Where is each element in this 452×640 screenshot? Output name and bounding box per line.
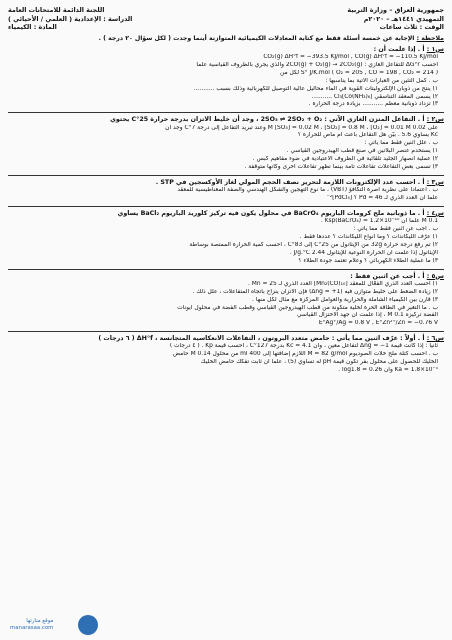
question-line: ١) يستخدم عنصر البلاتين في صنع قطب الهيدروجين القياسي . <box>286 148 438 155</box>
question-head-text: أ . احسب عدد الإلكترونات اللازمة لتحرير نصف الحجم المولي لغاز الأوكسجين في STP . <box>155 178 425 186</box>
question-line: احسب ΔG°r للتفاعل الغازي : 2CO(g) + O₂(g) → 2CO₂(g) والذي يجري بالظروف القياسية علماً <box>196 61 438 68</box>
question-line: ٢) زيادة الضغط على خليط متوازن فيه (Δng = +1) فإن الاتزان ينزاح باتجاه المتفاعلات ، علل ذلك . <box>192 288 438 295</box>
question-heading <box>8 210 444 218</box>
question-divider <box>8 112 444 113</box>
question-heading <box>8 46 444 54</box>
questions-list <box>8 46 444 375</box>
question-head-text: أ . أجب عن اثنين فقط : <box>350 272 425 280</box>
question-line: ١) احسب العدد الذري الفعّال للمعقد [Mn₂(CO)₁₀] العدد الذري لـ Mn = 25 . <box>248 280 438 287</box>
note-text: الإجابة عن خمسة أسئلة فقط مع كتابة المعادلات الكيميائية المتوازنة أينما وجدت ( لكل سؤال ٢٠ درجة ) . <box>98 34 415 42</box>
question-number: س٢ : <box>426 116 444 124</box>
note-tag: ملاحظة : <box>416 34 444 42</box>
question-line: E°Ag⁺/Ag = 0.8 V , E°Zn²⁺/Zn = −0.76 V <box>318 320 438 327</box>
question-line: ٣) تزداد ذوبانية معظم ........... بزيادة درجة الحرارة . <box>308 101 438 108</box>
header-subject: المادة : الكيمياء <box>8 23 57 32</box>
question-line: على 0.02 M [SO₃] = 0.02 M ، [SO₂] = 0.8 M ، [O₂] = 0.01 M وعند تبريد التفاعل إلى درجة 7°C وجد أن <box>165 124 438 131</box>
question-block <box>8 46 444 110</box>
question-block <box>8 116 444 172</box>
question-divider <box>8 269 444 270</box>
question-line: 0.1 M علماً أن Ksp(BaCrO₄) = 1.2×10⁻¹⁰ . <box>320 218 438 225</box>
question-line: ب . أجب عن اثنين فقط مما يأتي : <box>353 226 438 233</box>
question-line: ٣) ما عملية الطلاء الكهربائي ؟ وعلام تعتمد جودة الطلاء ؟ <box>298 257 438 264</box>
question-block <box>8 210 444 266</box>
question-line: ١) عرّف الليكاندات ؟ وما أنواع الليكاندات ؟ عددها فقط . <box>299 234 438 240</box>
question-divider <box>8 206 444 207</box>
question-number: س١ : <box>426 45 444 53</box>
question-line: علماً أن العدد الذري لـ Pd = 46 ؟ [PdCl₄]²⁻ <box>326 195 438 202</box>
question-head-text: أ . أولاً : عرّف اثنين مما يأتي : حامض متعدد البروتون ، التفاعلات الانعكاسية المتجانسة ، ΔH°f ( ٦ درجات ) <box>98 335 425 343</box>
question-block <box>8 273 444 329</box>
question-heading <box>8 116 444 124</box>
header-session: التمهيدي ١٤٤١هـ – ٢٠٢٠م <box>363 14 444 23</box>
question-line: CO₂(g) ΔH°f = −393.5 KJ/mol , CO(g) ΔH°f = −110.5 KJ/mol <box>263 53 438 60</box>
site-watermark <box>10 614 98 636</box>
question-line: ٣) قارن بين الكيمياء الشاملة والحرارية والعوامل المركزة مع مثال لكل منها . <box>252 296 438 303</box>
question-line: ب . علل اثنين فقط مما يأتي : <box>364 140 438 147</box>
watermark-text <box>10 618 53 632</box>
question-line: ٢) عملية انصهار الجليد تلقائية في الظروف الاعتيادية في ضوء مفاهيم كبس . <box>252 156 438 163</box>
question-line: ب . ما التغير في الطاقة الحرة لخلية متكونة من قطب الهيدروجين القياسي وقطب الفضة في محلول أيونات <box>177 304 438 311</box>
question-line: الفضة تركيزه 0.1 M ، إذا علمت أن جهد الاختزال القياسي <box>297 312 438 319</box>
header-committee: اللجنة الدائمة للامتحانات العامة <box>8 6 105 14</box>
question-line: ٣) تسمى بعض التفاعلات تفاعلات تامة بينما تظهر تفاعلات أخرى وكأنها متوقفة . <box>244 164 438 171</box>
question-heading <box>8 179 444 187</box>
question-number: س٣ : <box>426 178 444 186</box>
question-line: الإيثانول إذا علمت أن الحرارة النوعية للإيثانول 2.44 J/g.°C . <box>289 249 438 256</box>
question-block <box>8 335 444 375</box>
exam-header <box>8 6 444 32</box>
question-line: ب . اعتماداً على نظرية آصرة التكافؤ (VBT) ، ما نوع التهجين والشكل الهندسي والصفة المغناطيسية للمعقد <box>177 187 438 194</box>
question-line: ٢) يسمى المعقد التناسقي [Co(NH₃)₆]Cl₃ ........... <box>311 93 438 100</box>
question-head-text: أ . التفاعل المتزن الغازي الآتي : 2SO₃ ⇌ 2SO₂ + O₂ ، وجد أن خليط الاتزان بدرجة حرارة 25°C يحتوي <box>110 116 425 124</box>
question-line: ٢) تم رفع درجة حرارة 32g من الإيثانول من 25°C إلى 83°C ، احسب كمية الحرارة الممتصة بوساطة <box>189 241 438 248</box>
exam-note <box>8 35 444 43</box>
question-line: Ka = 1.8×10⁻⁵ وأن log1.8 = 0.26 . <box>338 367 438 374</box>
header-study: الدراسة : الإعدادية ( العلمي / الأحيائي ) <box>8 14 133 23</box>
question-heading <box>8 335 444 343</box>
question-line: ب . كمل التثين من العبارات الآتية بما يناسبها : <box>325 77 438 84</box>
question-divider <box>8 331 444 332</box>
header-duration: الوقت : ثلاث ساعات <box>379 23 444 32</box>
question-line: ثانياً : إذا كانت قيمة Δng = −1 لتفاعل معين ، وأن Kc = 4.1 بدرجة 127°C ، احسب قيمة Kp . ( ٤ درجات ) <box>169 343 438 350</box>
question-head-text: أ . ما ذوبانية ملح كرومات الباريوم BaCrO₄ في محلول يكون فيه تركيز كلوريد الباريوم BaCl₂ يساوي <box>117 209 425 217</box>
question-line: S° J/K.mol ( O₂ = 205 , CO = 198 , CO₂ = 214 ) لكل من <box>280 69 438 76</box>
question-line: ١) ينتج من ذوبان الإلكتروليتات القوية في الماء محاليل عالية التوصيل للكهربائية وذلك بسبب ........... <box>193 85 438 92</box>
question-line: الخليك للحصول على محلول بفر تكون قيمة pH له تساوي (5) ، علماً أن ثابت تفكك حامض الخليك <box>200 359 438 366</box>
watermark-line: موقع منارتها <box>26 618 54 624</box>
header-ministry: جمهورية العراق – وزارة التربية <box>347 6 444 14</box>
question-block <box>8 179 444 203</box>
question-number: س٦ : <box>426 335 444 343</box>
question-heading <box>8 273 444 281</box>
watermark-line: manarasaa.com <box>10 625 54 631</box>
question-number: س٤ : <box>426 209 444 217</box>
question-divider <box>8 175 444 176</box>
site-logo-icon <box>78 615 98 635</box>
question-number: س٥ : <box>426 272 444 280</box>
question-line: ب . احسب كتلة ملح خلات الصوديوم M = 82 g/mol اللازم إضافتها إلى 400 ml من محلول 0.14 M حامض <box>172 351 438 358</box>
question-line: Kc يساوي 5.6 . بيّن هل التفاعل باعث أم ماص للحرارة ؟ <box>297 132 438 139</box>
header-committee-block <box>8 6 204 32</box>
question-head-text: أ . إذا علمت أن : <box>373 45 425 53</box>
header-ministry-block <box>248 6 444 32</box>
